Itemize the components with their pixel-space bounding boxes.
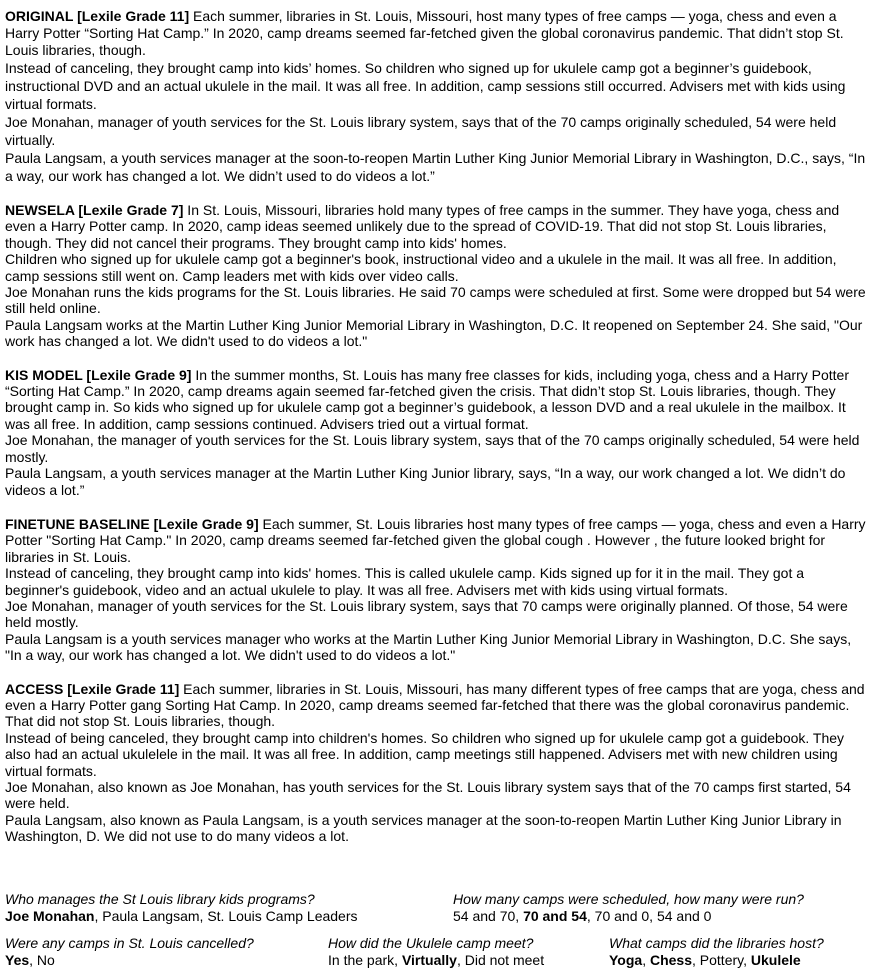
question-text: What camps did the libraries host? — [609, 935, 824, 951]
paragraph: Instead of canceling, they brought camp into kids’ homes. So children who signed up for ukulele camp got a beginner’s guidebook, instructional DVD and an actual ukulele in the mail. It was all free. In addition, camp sessions still occurred. Advisers met with kids using virtual formats. — [5, 60, 846, 112]
answer-text: , Paula Langsam, St. Louis Camp Leaders — [94, 908, 358, 924]
answer-text: , — [642, 952, 650, 968]
paragraph — [5, 681, 867, 730]
question-text: Were any camps in St. Louis cancelled? — [5, 935, 254, 951]
answer-text: , 70 and 0, 54 and 0 — [586, 908, 712, 924]
questions-row-1 — [5, 891, 867, 925]
paragraph: Paula Langsam, a youth services manager at the Martin Luther King Junior library, says, “In a way, our work changed a lot. We didn’t do videos a lot.” — [5, 465, 846, 498]
correct-answer: Yes — [5, 952, 30, 968]
paragraph — [5, 202, 867, 251]
answer-text: , Did not meet — [456, 952, 545, 968]
paragraph-text: Each summer, libraries in St. Louis, Missouri, has many different types of free camps that are yoga, chess and even a Harry Potter gang Sorting Hat Camp. In 2020, camp dreams seemed far-fetched that there was the global coronavirus pandemic. That did not stop St. Louis libraries, though. — [5, 680, 865, 730]
paragraph-text: In the summer months, St. Louis has many free classes for kids, including yoga, chess and a Harry Potter “Sorting Hat Camp.” In 2020, camp dreams again seemed far-fetched given the crisis. That didn’t stop St. Louis libraries, though. They brought camp in. So kids who signed up for ukulele camp got a beginner’s guidebook, a lesson DVD and a real ukulele in the mailbox. It was all free. In addition, camp sessions continued. Advisers tried out a virtual format. — [5, 366, 849, 432]
paragraph-text: In St. Louis, Missouri, libraries hold many types of free camps in the summer. They have yoga, chess and even a Harry Potter camp. In 2020, camp ideas seemed unlikely due to the spread of COVID-19. That did not stop St. Louis libraries, though. They did not cancel their programs. They brought camp into kids' homes. — [5, 202, 840, 251]
question-text: How many camps were scheduled, how many were run? — [453, 891, 804, 907]
paragraph: Joe Monahan, manager of youth services for the St. Louis library system, says that of the 70 camps originally scheduled, 54 were held virtually. — [5, 114, 837, 148]
question-text: How did the Ukulele camp meet? — [328, 935, 534, 951]
answer-options — [5, 952, 328, 969]
question-block-cancelled — [5, 935, 328, 969]
correct-answer: Chess — [649, 952, 693, 968]
answer-text: In the park, — [328, 952, 402, 968]
paragraph-text: Each summer, St. Louis libraries host many types of free camps — yoga, chess and even a Harry Potter "Sorting Hat Camp." In 2020, camp dreams seemed far-fetched given the global cough . However , the future looked bright for libraries in St. Louis. — [5, 515, 866, 565]
question-text: Who manages the St Louis library kids programs? — [5, 891, 315, 907]
answer-options — [609, 952, 824, 969]
section-label: KIS MODEL [Lexile Grade 9] — [5, 366, 192, 383]
section-label: NEWSELA [Lexile Grade 7] — [5, 202, 184, 218]
answer-text: , No — [29, 952, 55, 968]
correct-answer: Ukulele — [750, 952, 801, 968]
section-original — [5, 8, 867, 185]
section-finetune-baseline — [5, 516, 867, 664]
section-access — [5, 681, 867, 845]
paragraph — [5, 8, 867, 59]
question-block-managers — [5, 891, 453, 925]
answer-text: , Pottery, — [692, 952, 751, 968]
section-kis-model — [5, 367, 867, 498]
correct-answer: Yoga — [609, 952, 643, 968]
questions-row-2 — [5, 935, 867, 969]
section-newsela — [5, 202, 867, 350]
paragraph: Paula Langsam works at the Martin Luther King Junior Memorial Library in Washington, D.C. It reopened on September 24. She said, "Our work has changed a lot. We didn't used to do videos a lot." — [5, 316, 863, 350]
paragraph: Joe Monahan, the manager of youth services for the St. Louis library system, says that of the 70 camps originally scheduled, 54 were held mostly. — [5, 432, 860, 465]
paragraph: Children who signed up for ukulele camp got a beginner's book, instructional video and a ukulele in the mail. It was all free. In addition, camp sessions still went on. Camp leaders met with kids over video calls. — [5, 251, 837, 284]
paragraph — [5, 516, 867, 565]
answer-text: 54 and 70, — [453, 908, 524, 924]
paragraph: Instead of canceling, they brought camp into kids' homes. This is called ukulele camp. Kids signed up for it in the mail. They got a beginner's guidebook, video and an actual ukulele to play. It was all free. Advisers met with kids using virtual formats. — [5, 565, 805, 598]
paragraph: Paula Langsam, also known as Paula Langsam, is a youth services manager at the soon-to-reopen Martin Luther King Junior Library in Washington, D. We did not use to do many videos a lot. — [5, 811, 842, 845]
question-block-camp-counts — [453, 891, 804, 925]
section-label: ORIGINAL [Lexile Grade 11] — [5, 8, 190, 24]
section-label: FINETUNE BASELINE [Lexile Grade 9] — [5, 515, 259, 532]
paragraph: Paula Langsam, a youth services manager at the soon-to-reopen Martin Luther King Junior Memorial Library in Washington, D.C., says, “In a way, our work has changed a lot. We didn’t used to do videos a lot.” — [5, 150, 866, 184]
question-block-ukulele — [328, 935, 609, 969]
correct-answer: Joe Monahan — [5, 908, 95, 924]
question-block-camps-hosted — [609, 935, 824, 969]
paragraph: Joe Monahan runs the kids programs for the St. Louis libraries. He said 70 camps were scheduled at first. Some were dropped but 54 were still held online. — [5, 284, 866, 317]
paragraph: Joe Monahan, also known as Joe Monahan, has youth services for the St. Louis library system says that of the 70 camps first started, 54 were held. — [5, 779, 851, 812]
paragraph-text: Each summer, libraries in St. Louis, Missouri, host many types of free camps — yoga, chess and even a Harry Potter “Sorting Hat Camp.” In 2020, camp dreams seemed far-fetched given the global coronavirus pandemic. That didn’t stop St. Louis libraries, though. — [5, 8, 844, 58]
paragraph: Joe Monahan, manager of youth services for the St. Louis library system, says that 70 camps were originally planned. Of those, 54 were held mostly. — [5, 597, 848, 631]
answer-options — [453, 908, 804, 925]
paragraph: Instead of being canceled, they brought camp into children's homes. So children who signed up for ukulele camp got a guidebook. They also had an actual ukulelele in the mail. It was all free. In addition, camp meetings still happened. Advisers met with new children using virtual formats. — [5, 729, 845, 779]
paragraph: Paula Langsam is a youth services manager who works at the Martin Luther King Junior Memorial Library in Washington, D.C. She says, "In a way, our work has changed a lot. We didn't used to do videos a lot." — [5, 630, 852, 664]
answer-options — [5, 908, 453, 925]
section-label: ACCESS [Lexile Grade 11] — [5, 680, 180, 697]
correct-answer: Virtually — [401, 952, 457, 968]
correct-answer: 70 and 54 — [523, 908, 587, 924]
paragraph — [5, 367, 867, 433]
answer-options — [328, 952, 609, 969]
